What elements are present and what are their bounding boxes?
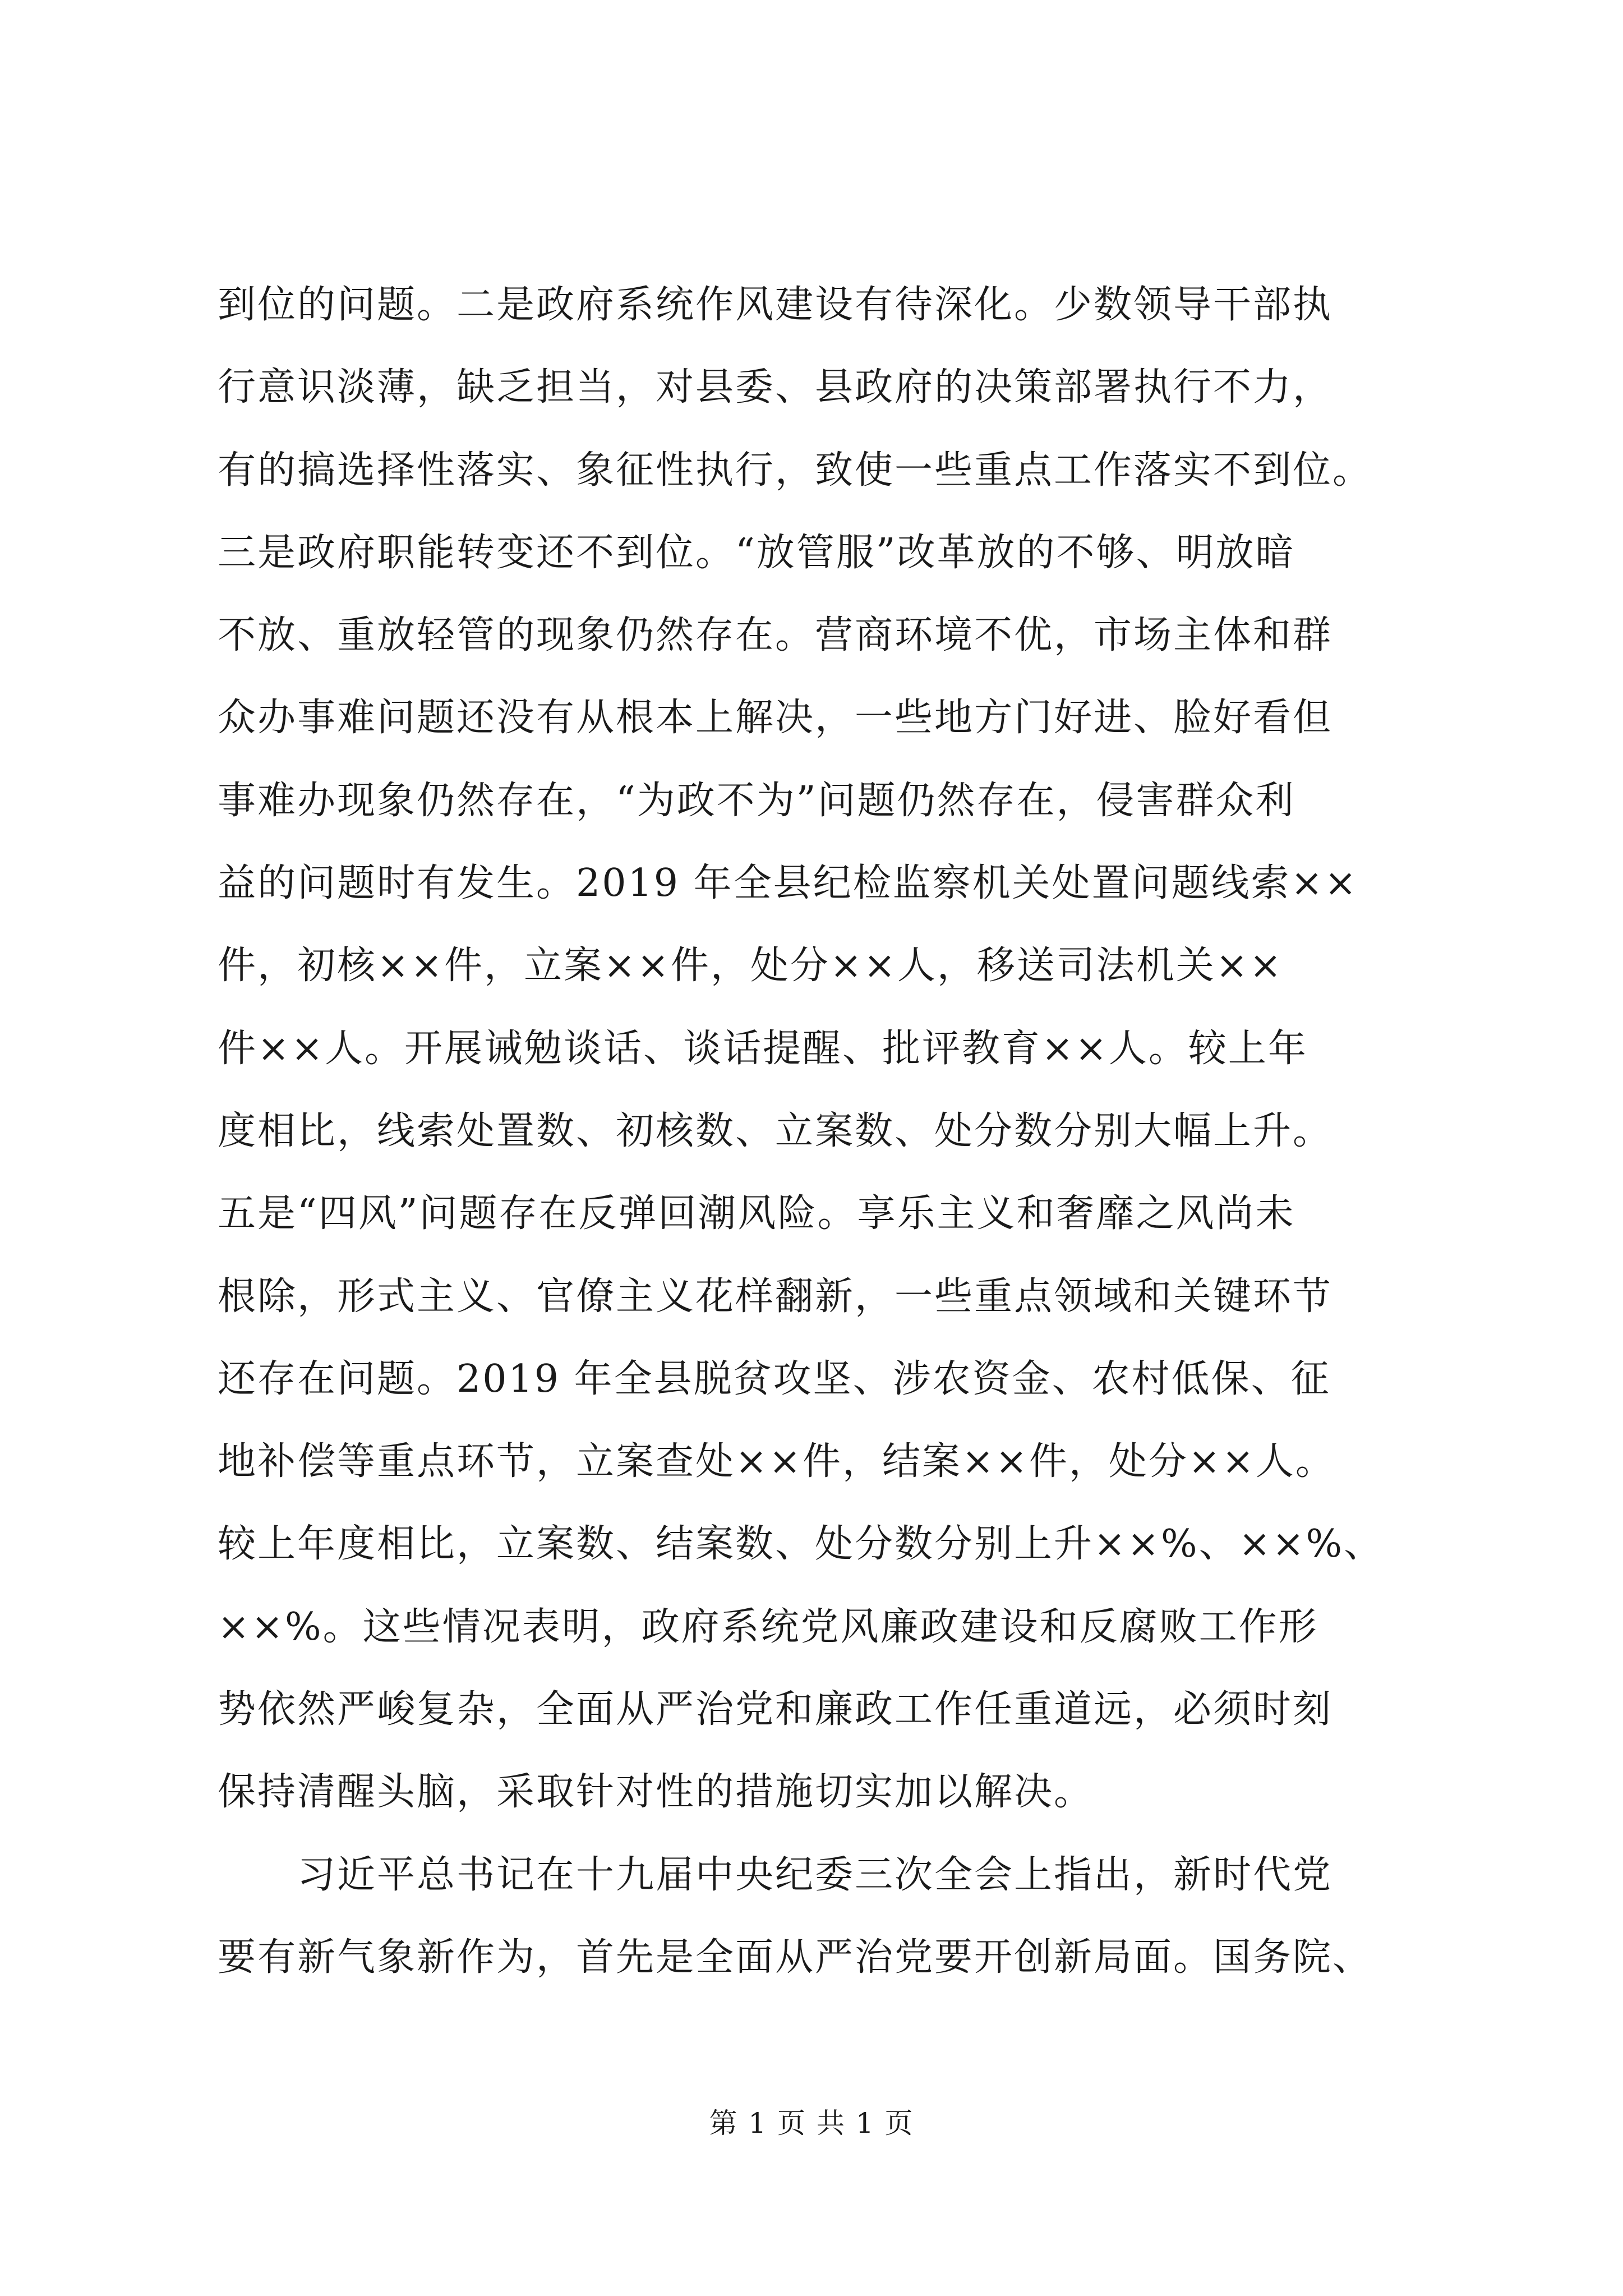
text-line: 还存在问题。2019 年全县脱贫攻坚、涉农资金、农村低保、征 <box>218 1356 1331 1401</box>
text-line: 到位的问题。二是政府系统作风建设有待深化。少数领导干部执 <box>218 283 1333 327</box>
text-line: 习近平总书记在十九届中央纪委三次全会上指出，新时代党 <box>218 1852 1333 1897</box>
text-line: 众办事难问题还没有从根本上解决，一些地方门好进、脸好看但 <box>218 696 1333 740</box>
text-line: 三是政府职能转变还不到位。“放管服”改革放的不够、明放暗 <box>218 530 1295 575</box>
document-body <box>218 264 1423 1999</box>
text-line: 有的搞选择性落实、象征性执行，致使一些重点工作落实不到位。 <box>218 448 1373 493</box>
text-line: 件××人。开展诫勉谈话、谈话提醒、批评教育××人。较上年 <box>218 1026 1308 1071</box>
text-line: 件，初核××件，立案××件，处分××人，移送司法机关×× <box>218 944 1283 988</box>
text-line: 不放、重放轻管的现象仍然存在。营商环境不优，市场主体和群 <box>218 613 1333 658</box>
text-line: 行意识淡薄，缺乏担当，对县委、县政府的决策部署执行不力， <box>218 365 1333 410</box>
text-line: 势依然严峻复杂，全面从严治党和廉政工作任重道远，必须时刻 <box>218 1687 1333 1732</box>
text-line: 五是“四风”问题存在反弹回潮风险。享乐主义和奢靡之风尚未 <box>218 1191 1295 1236</box>
text-line: 益的问题时有发生。2019 年全县纪检监察机关处置问题线索×× <box>218 861 1358 906</box>
text-line: 度相比，线索处置数、初核数、立案数、处分数分别大幅上升。 <box>218 1108 1333 1153</box>
text-line: 地补偿等重点环节，立案查处××件，结案××件，处分××人。 <box>218 1439 1335 1484</box>
text-line: 较上年度相比，立案数、结案数、处分数分别上升××%、××%、 <box>218 1522 1384 1567</box>
text-line: 要有新气象新作为，首先是全面从严治党要开创新局面。国务院、 <box>218 1935 1373 1980</box>
text-line: ××%。这些情况表明，政府系统党风廉政建设和反腐败工作形 <box>218 1604 1318 1649</box>
page-number-footer: 第 1 页 共 1 页 <box>709 2107 914 2139</box>
text-line: 保持清醒头脑，采取针对性的措施切实加以解决。 <box>218 1770 1094 1815</box>
text-line: 根除，形式主义、官僚主义花样翻新，一些重点领域和关键环节 <box>218 1274 1333 1319</box>
text-line: 事难办现象仍然存在，“为政不为”问题仍然存在，侵害群众利 <box>218 778 1295 823</box>
